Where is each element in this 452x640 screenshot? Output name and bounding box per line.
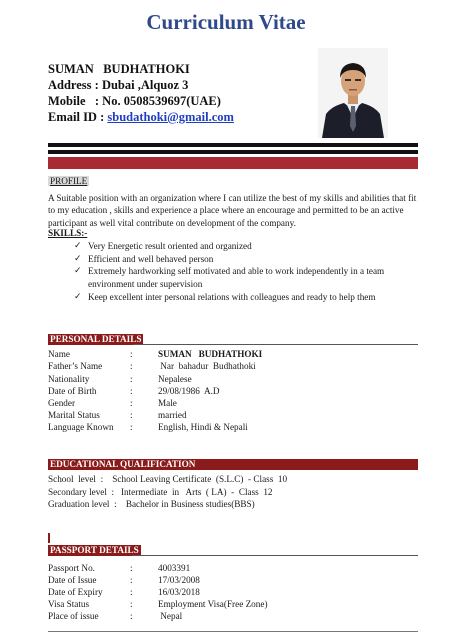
field-value: 17/03/2008 <box>158 575 200 585</box>
profile-text: A Suitable position with an organization where I can utilize the best of my skills and abilities that fit to my education , skills and experience a place where an encourage and permitted to be an active participant as well vital contribute on development of the company. <box>48 193 417 228</box>
field-value: English, Hindi & Nepali <box>158 422 248 432</box>
field-colon: : <box>130 398 133 408</box>
list-item <box>74 291 414 304</box>
field-label: Date of Birth <box>48 386 97 396</box>
field-value: Male <box>158 398 177 408</box>
field-label: Gender <box>48 398 76 408</box>
candidate-name: SUMAN BUDHATHOKI <box>48 62 190 76</box>
education-heading: EDUCATIONAL QUALIFICATION <box>50 459 196 469</box>
education-line: Secondary level : Intermediate in Arts ( LA) - Class 12 <box>48 487 273 497</box>
section-marker <box>48 533 50 543</box>
checkmark-icon: ✓ <box>74 253 82 264</box>
email-link[interactable]: sbudathoki@gmail.com <box>107 110 234 124</box>
skill-text: Efficient and well behaved person <box>88 253 214 264</box>
mobile-label: Mobile : <box>48 94 103 108</box>
bottom-divider <box>48 631 418 632</box>
skill-text: Keep excellent inter personal relations with colleagues and ready to help them <box>88 291 376 302</box>
address-value: Dubai ,Alquoz 3 <box>101 78 189 92</box>
header-rule-accent <box>48 157 418 169</box>
field-colon: : <box>130 386 133 396</box>
personal-details-heading: PERSONAL DETAILS <box>50 334 142 344</box>
field-label: Date of Expiry <box>48 587 103 597</box>
profile-photo-image <box>318 48 388 138</box>
email-line <box>48 110 234 125</box>
field-label: Name <box>48 349 70 359</box>
header-rule-top <box>48 143 418 147</box>
list-item <box>74 265 414 290</box>
field-value: Nar bahadur Budhathoki <box>158 361 256 371</box>
field-colon: : <box>130 587 133 597</box>
list-item <box>74 240 414 253</box>
list-item <box>74 253 414 266</box>
field-colon: : <box>130 410 133 420</box>
checkmark-icon: ✓ <box>74 241 82 251</box>
field-value: married <box>158 410 187 420</box>
skill-text: Very Energetic result oriented and organized <box>88 241 252 251</box>
address-line <box>48 78 188 93</box>
profile-photo <box>318 48 388 138</box>
education-line: School level : School Leaving Certificate (S.L.C) - Class 10 <box>48 474 288 484</box>
email-label: Email ID : <box>48 110 108 124</box>
section-divider <box>133 344 418 345</box>
section-divider <box>132 555 418 556</box>
field-label: Place of issue <box>48 611 99 621</box>
skills-list <box>74 240 414 304</box>
address-label: Address : <box>48 78 102 92</box>
field-colon: : <box>130 374 133 384</box>
checkmark-icon: ✓ <box>74 266 82 277</box>
field-label: Nationality <box>48 374 90 384</box>
checkmark-icon: ✓ <box>74 291 82 302</box>
field-value: SUMAN BUDHATHOKI <box>158 349 263 359</box>
education-line: Graduation level : Bachelor in Business studies(BBS) <box>48 499 255 509</box>
field-value: 4003391 <box>158 563 191 573</box>
field-label: Father’s Name <box>48 361 103 371</box>
passport-details-heading: PASSPORT DETAILS <box>50 545 139 555</box>
field-value: 29/08/1986 A.D <box>158 386 220 396</box>
field-value: Nepalese <box>158 374 192 384</box>
field-label: Language Known <box>48 422 114 432</box>
profile-heading: PROFILE <box>50 176 88 186</box>
field-label: Marital Status <box>48 410 100 420</box>
field-colon: : <box>130 575 133 585</box>
mobile-line <box>48 94 221 109</box>
field-value: 16/03/2018 <box>158 587 200 597</box>
cv-title: Curriculum Vitae <box>146 10 306 34</box>
field-colon: : <box>130 422 133 432</box>
field-label: Date of Issue <box>48 575 97 585</box>
field-value: Employment Visa(Free Zone) <box>158 599 268 609</box>
field-label: Visa Status <box>48 599 90 609</box>
field-colon: : <box>130 349 133 359</box>
field-colon: : <box>130 611 133 621</box>
header-rule-middle <box>48 150 418 154</box>
mobile-value: No. 0508539697(UAE) <box>102 94 221 108</box>
field-label: Passport No. <box>48 563 95 573</box>
field-colon: : <box>130 361 133 371</box>
field-value: Nepal <box>158 611 183 621</box>
skills-heading: SKILLS:- <box>48 228 88 238</box>
skill-text: Extremely hardworking self motivated and able to work independently in a team environment under supervision <box>88 266 385 290</box>
field-colon: : <box>130 599 133 609</box>
field-colon: : <box>130 563 133 573</box>
